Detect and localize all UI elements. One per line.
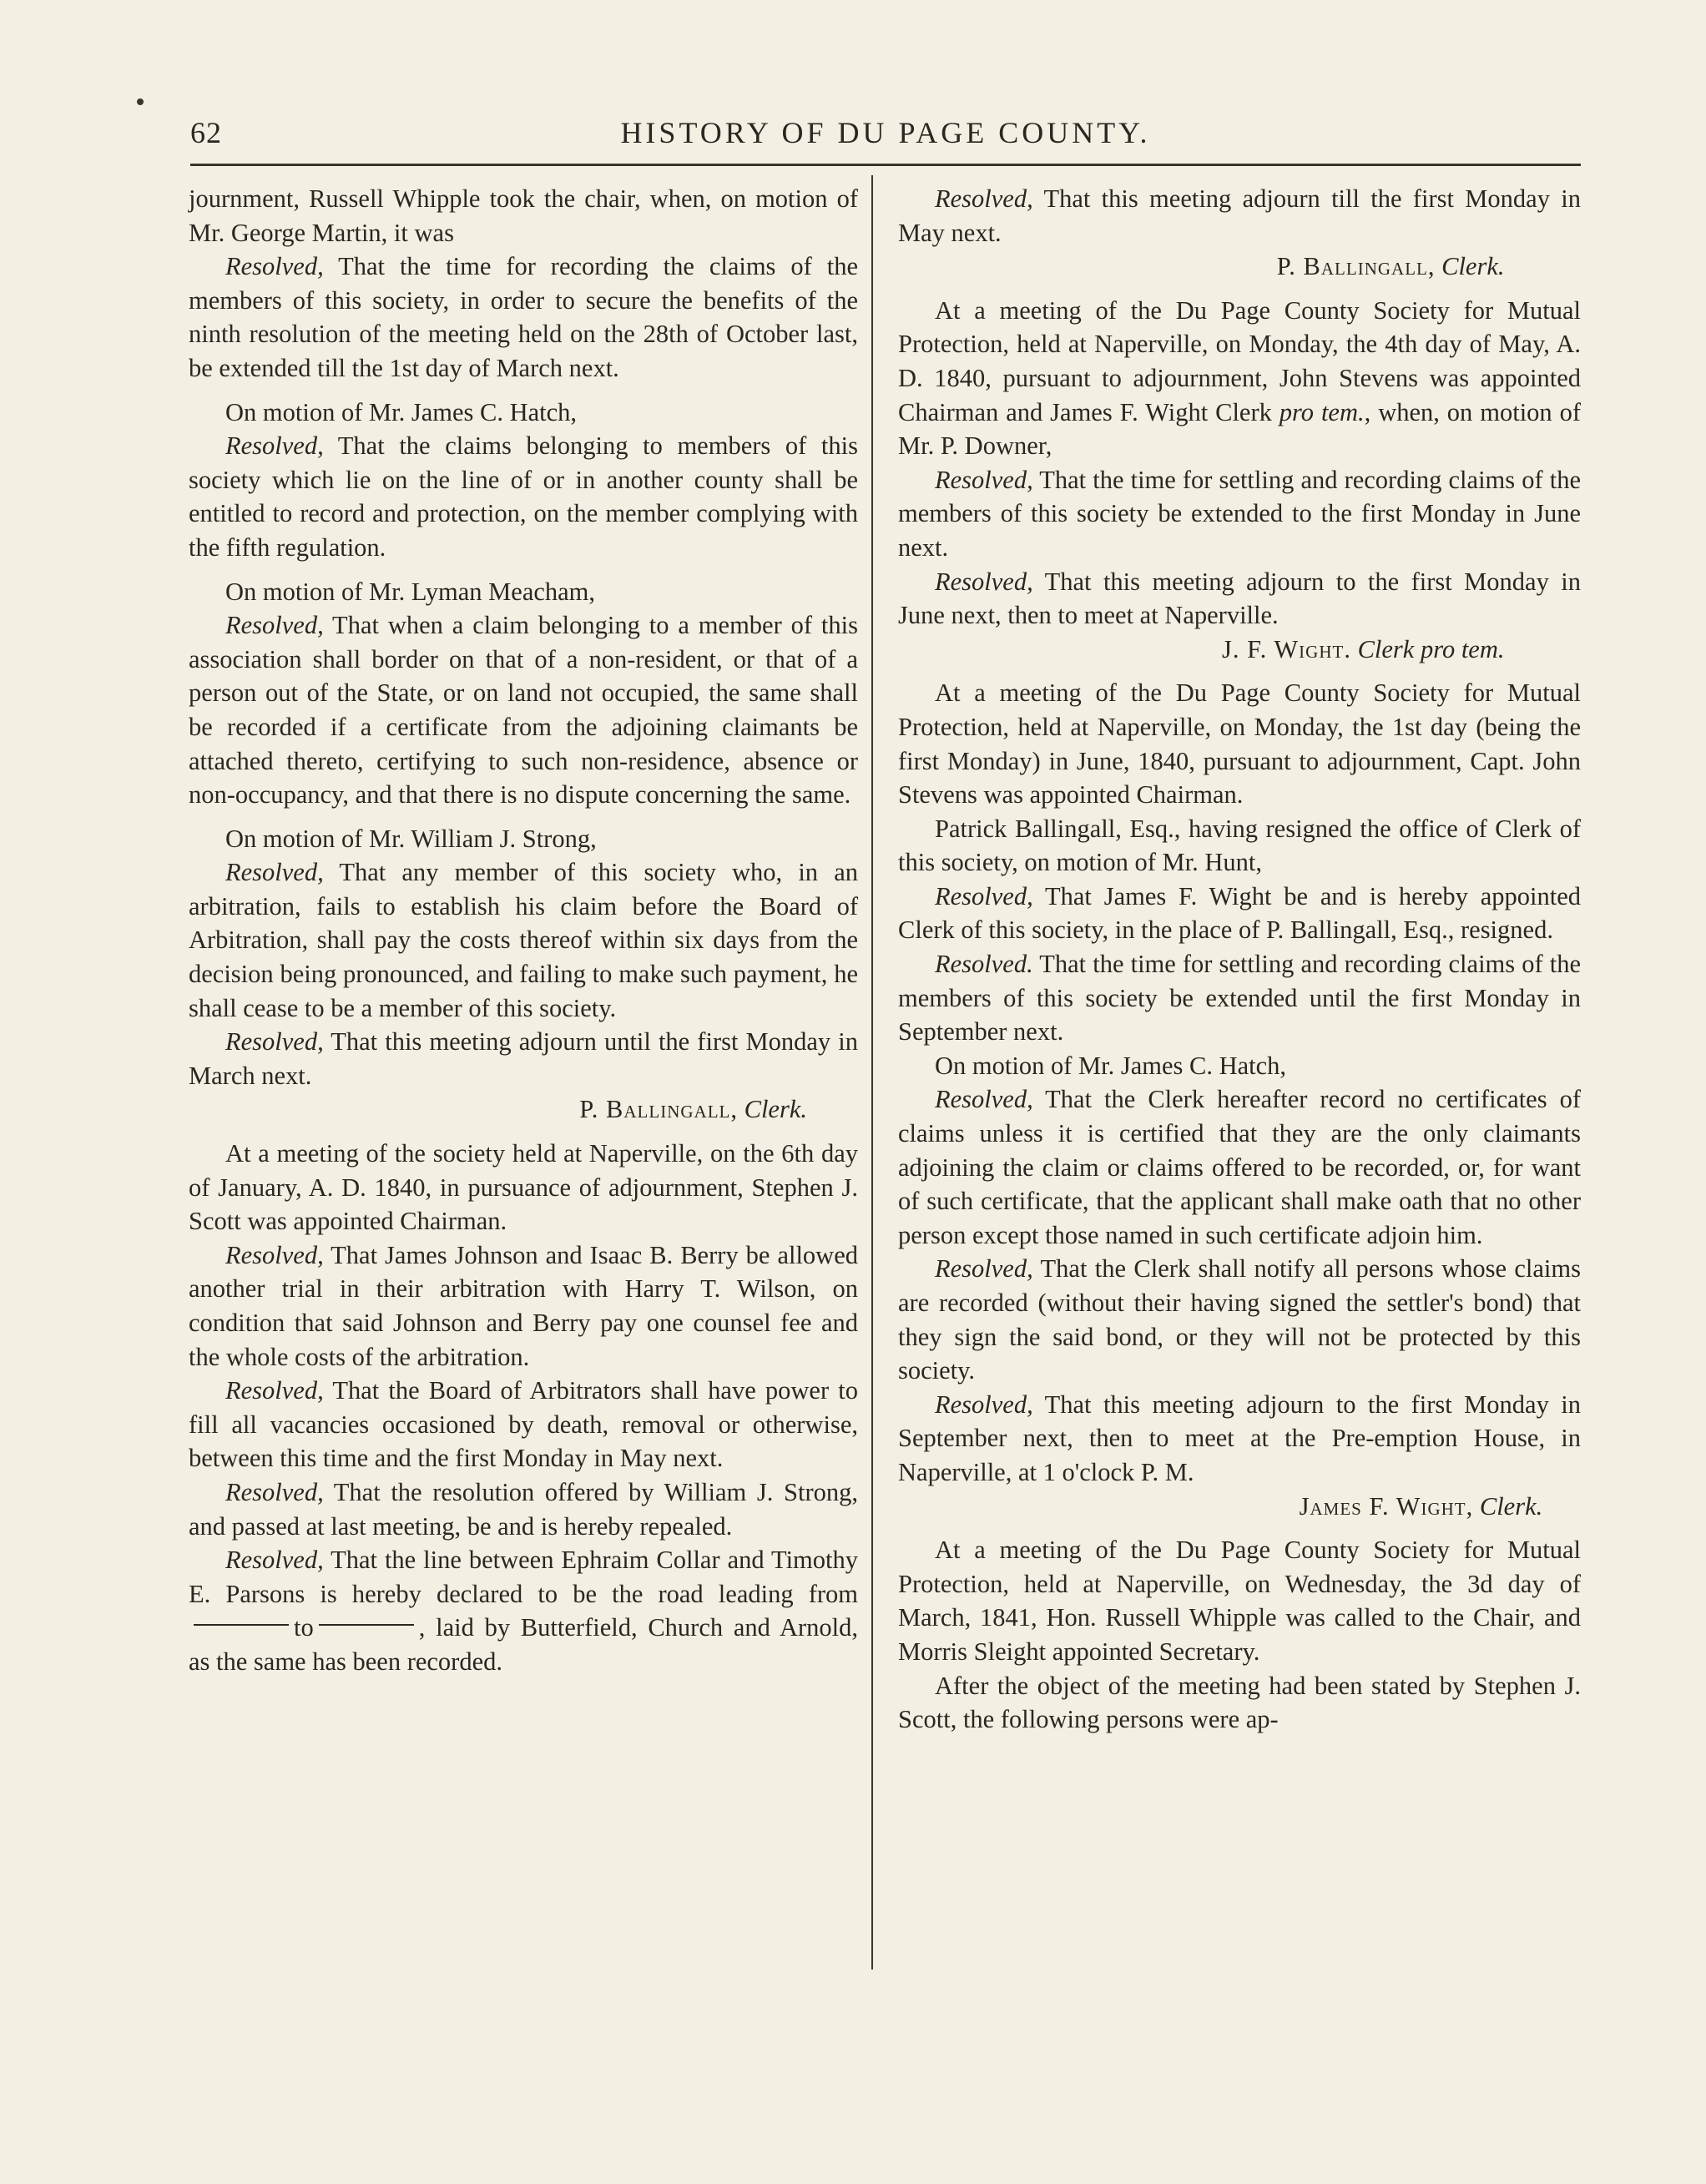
motion: On motion of Mr. James C. Hatch, xyxy=(935,1051,1287,1080)
resolution: Resolved, That this meeting adjourn till the first Monday in May next. xyxy=(898,184,1581,247)
resolution: Resolved, That the time for recording the claims of the members of this society, in order to secure the benefits of the ninth resolution of the meeting held on the 28th of October last, be extended till the 1st day of March next. xyxy=(189,252,858,382)
paragraph: At a meeting of the Du Page County Society for Mutual Protection, held at Naperville, on Monday, the 4th day of May, A. D. 1840, pursuant to adjournment, John Stevens was appointed Chairman and James F. Wight Clerk pro tem., when, on motion of Mr. P. Downer, xyxy=(898,295,1581,461)
resolution: Resolved, That the time for settling and recording claims of the members of this society be extended to the first Monday in June next. xyxy=(898,465,1581,562)
resolution: Resolved, That the resolution offered by William J. Strong, and passed at last meeting, be and is hereby repealed. xyxy=(189,1477,858,1541)
page-header xyxy=(190,110,1581,160)
blank-line xyxy=(319,1624,414,1626)
paragraph: At a meeting of the Du Page County Society for Mutual Protection, held at Naperville, on Monday, the 1st day (being the first Monday) in June, 1840, pursuant to adjournment, Capt. John Stevens was appointed Chairman. xyxy=(898,678,1581,810)
resolution: Resolved, That the line between Ephraim Collar and Timothy E. Parsons is hereby declared to be the road leading fromto , laid by Butterfield, Church and Arnold, as the same has been recorded. xyxy=(189,1546,858,1676)
page-number: 62 xyxy=(190,116,222,149)
motion: On motion of Mr. William J. Strong, xyxy=(225,824,597,853)
resolution: Resolved, That the claims belonging to members of this society which lie on the line of or in another county shall be entitled to record and protection, on the member complying with the fifth regulation. xyxy=(189,431,858,562)
paragraph: At a meeting of the society held at Naperville, on the 6th day of January, A. D. 1840, in pursuance of adjournment, Stephen J. Scott was appointed Chairman. xyxy=(189,1139,858,1236)
right-column xyxy=(898,182,1581,1737)
paragraph: journment, Russell Whipple took the chair, when, on motion of Mr. George Martin, it was xyxy=(189,184,858,247)
paragraph: At a meeting of the Du Page County Society for Mutual Protection, held at Naperville, on Wednesday, the 3d day of March, 1841, Hon. Russell Whipple was called to the Chair, and Morris Sleight appointed Secretary. xyxy=(898,1536,1581,1666)
resolution: Resolved. That the time for settling and recording claims of the members of this society be extended until the first Monday in September next. xyxy=(898,950,1581,1047)
page-speck xyxy=(137,98,144,105)
resolution: Resolved, That James Johnson and Isaac B. Berry be allowed another trial in their arbitration with Harry T. Wilson, on condition that said Johnson and Berry pay one counsel fee and the whole costs of the arbitration. xyxy=(189,1240,858,1371)
blank-line xyxy=(194,1624,289,1626)
paragraph: After the object of the meeting had been stated by Stephen J. Scott, the following persons were ap- xyxy=(898,1671,1581,1734)
resolution: Resolved, That James F. Wight be and is hereby appointed Clerk of this society, in the place of P. Ballingall, Esq., resigned. xyxy=(898,881,1581,945)
column-divider xyxy=(871,175,873,1970)
motion: On motion of Mr. James C. Hatch, xyxy=(225,397,578,426)
resolution: Resolved, That this meeting adjourn to the first Monday in June next, then to meet at Naperville. xyxy=(898,567,1581,630)
resolution: Resolved, That the Clerk hereafter record no certificates of claims unless it is certified that they are the only claimants adjoining the claim or claims offered to be recorded, or, for want of such certificate, that the applicant shall make oath that no other person except those named in such certificate adjoin him. xyxy=(898,1085,1581,1249)
resolution: Resolved, That this meeting adjourn to the first Monday in September next, then to meet at the Pre-emption House, in Naperville, at 1 o'clock P. M. xyxy=(898,1390,1581,1486)
motion: On motion of Mr. Lyman Meacham, xyxy=(225,577,596,606)
signature: P. Ballingall, Clerk. xyxy=(579,1095,807,1124)
signature: P. Ballingall, Clerk. xyxy=(1276,252,1505,281)
left-column xyxy=(189,182,858,1679)
resolution: Resolved, That when a claim belonging to a member of this association shall border on that of a non-resident, or that of a person out of the State, or on land not occupied, the same shall be recorded if a certificate from the adjoining claimants be attached thereto, certifying to such non-residence, absence or non-occupancy, and that there is no dispute concerning the same. xyxy=(189,611,858,810)
resolution: Resolved, That any member of this society who, in an arbitration, fails to establish his claim before the Board of Arbitration, shall pay the costs thereof within six days from the decision being pronounced, and failing to make such payment, he shall cease to be a member of this society. xyxy=(189,858,858,1022)
resolution: Resolved, That the Board of Arbitrators shall have power to fill all vacancies occasioned by death, removal or otherwise, between this time and the first Monday in May next. xyxy=(189,1376,858,1473)
signature: James F. Wight, Clerk. xyxy=(1299,1491,1543,1521)
running-head: HISTORY OF DU PAGE COUNTY. xyxy=(620,116,1151,149)
resolution: Resolved, That this meeting adjourn until the first Monday in March next. xyxy=(189,1027,858,1090)
resolution: Resolved, That the Clerk shall notify all persons whose claims are recorded (without their having signed the settler's bond) that they sign the said bond, or they will not be protected by this society. xyxy=(898,1254,1581,1385)
paragraph: Patrick Ballingall, Esq., having resigned the office of Clerk of this society, on motion of Mr. Hunt, xyxy=(898,814,1581,877)
header-rule xyxy=(190,164,1581,166)
signature: J. F. Wight. Clerk pro tem. xyxy=(1222,634,1505,663)
